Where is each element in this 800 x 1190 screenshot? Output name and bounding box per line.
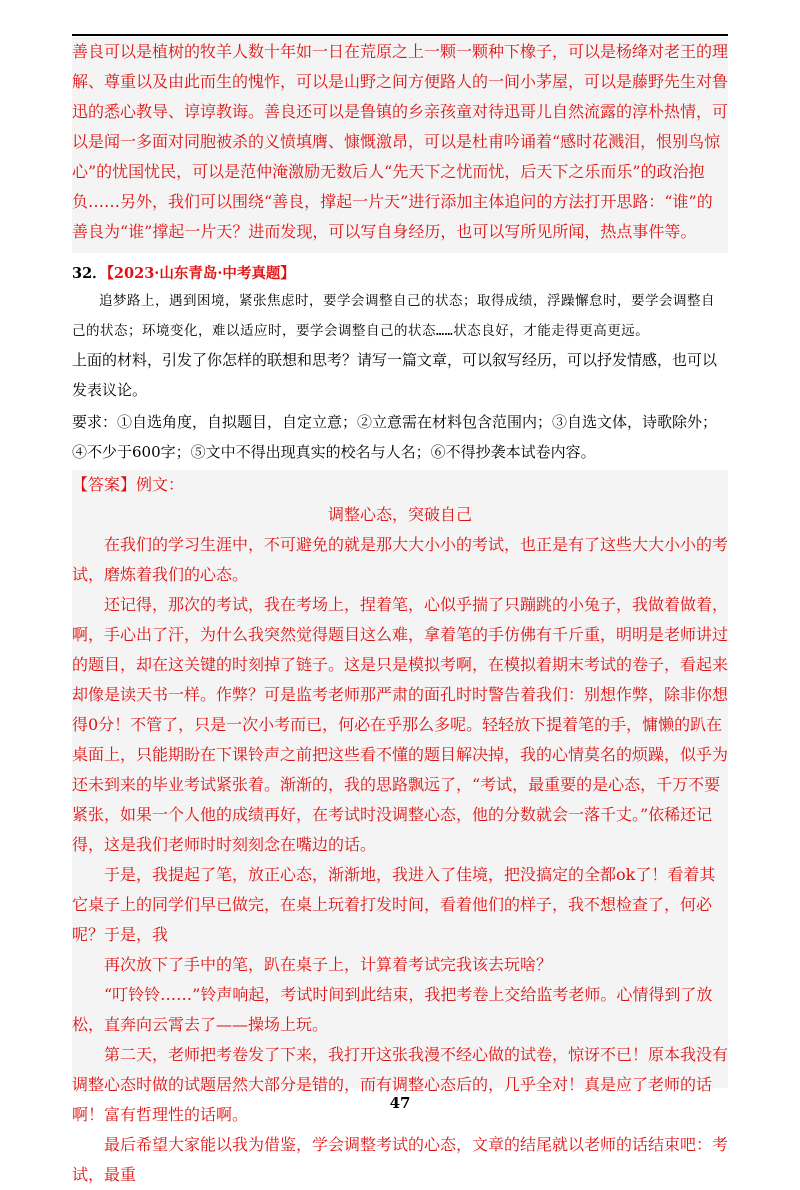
essay-paragraph: 还记得，那次的考试，我在考场上，捏着笔，心似乎揣了只蹦跳的小兔子，我做着做着，啊，手心出了汗，为什么我突然觉得题目这么难，拿着笔的手仿佛有千斤重，明明是老师讲过的题目，却在这关键的时刻掉了链子。这是只是模拟考啊，在模拟着期末考试的卷子，看起来却像是读天书一样。作弊？可是监考老师那严肃的面孔时时警告着我们：别想作弊，除非你想得0分！不管了，只是一次小考而已，何必在乎那么多呢。轻轻放下提着笔的手，慵懒的趴在桌面上，只能期盼在下课铃声之前把这些看不懂的题目解决掉，我的心情莫名的烦躁，似乎为还未到来的毕业考试紧张着。渐渐的，我的思路飘远了，“考试，最重要的是心态，千万不要紧张，如果一个人他的成绩再好，在考试时没调整心态，他的分数就会一落千丈。”依稀还记得，这是我们老师时时刻刻念在嘴边的话。 [72,595,729,854]
material-text: 追梦路上，遇到困境，紧张焦虑时，要学会调整自己的状态；取得成绩，浮躁懈怠时，要学会调整自己的状态；环境变化，难以适应时，要学会调整自己的状态……状态良好，才能走得更高更远。 [72,293,715,339]
essay-paragraph: 第二天，老师把考卷发了下来，我打开这张我漫不经心做的试卷，惊讶不已！原本我没有调整心态时做的试题居然大部分是错的，而有调整心态后的，几乎全对！真是应了老师的话啊！富有哲理性的话啊。 [72,1045,729,1124]
essay-paragraph: 再次放下了手中的笔，趴在桌子上，计算着考试完我该去玩啥？ [104,955,553,974]
answer-continuation-text: 善良可以是植树的牧羊人数十年如一日在荒原之上一颗一颗种下橡子，可以是杨绛对老王的理解、尊重以及由此而生的愧怍，可以是山野之间方便路人的一间小茅屋，可以是藤野先生对鲁迅的悉心教导、谆谆教诲。善良还可以是鲁镇的乡亲孩童对待迅哥儿自然流露的淳朴热情，可以是闻一多面对同胞被杀的义愤填膺、慷慨激昂，可以是杜甫吟诵着“感时花溅泪，恨别鸟惊心”的忧国忧民，可以是范仲淹激励无数后人“先天下之忧而忧，后天下之乐而乐”的政治抱负……另外，我们可以围绕“善良，撑起一片天”进行添加主体追问的方法打开思路：“谁”的善良为“谁”撑起一片天？进而发现，可以写自身经历，也可以写所见所闻，热点事件等。 [72,42,729,241]
page-number: 47 [389,1094,411,1112]
question-prompt: 上面的材料，引发了你怎样的联想和思考？请写一篇文章，可以叙写经历，可以抒发情感，也可以发表议论。 [72,351,718,399]
question-requirements: 要求：①自选角度，自拟题目，自定立意；②立意需在材料包含范围内；③自选文体，诗歌除外；④不少于600字；⑤文中不得出现真实的校名与人名；⑥不得抄袭本试卷内容。 [72,413,718,461]
essay-title: 调整心态，突破自己 [327,505,472,524]
question-header [72,262,295,283]
answer-continuation-block [72,37,728,253]
question-number: 32． [72,265,107,282]
question-source-tag: 【2023·山东青岛·中考真题】 [106,265,295,282]
question-material [72,286,728,346]
essay-paragraph: 最后希望大家能以我为借鉴，学会调整考试的心态，文章的结尾就以老师的话结束吧：考试，最重 [72,1135,729,1184]
essay-paragraph: 于是，我提起了笔，放正心态，渐渐地，我进入了佳境，把没搞定的全都ok了！看着其它桌子上的同学们早已做完，在桌上玩着打发时间，看着他们的样子，我不想检查了，何必呢？于是，我 [72,865,716,944]
answer-label: 【答案】例文： [72,475,185,494]
essay-paragraph: 在我们的学习生涯中，不可避免的就是那大大小小的考试，也正是有了这些大大小小的考试，磨炼着我们的心态。 [72,535,729,584]
essay-paragraph: “叮铃铃……”铃声响起，考试时间到此结束，我把考卷上交给监考老师。心情得到了放松，直奔向云霄去了——操场上玩。 [72,985,713,1034]
top-rule [72,34,728,36]
